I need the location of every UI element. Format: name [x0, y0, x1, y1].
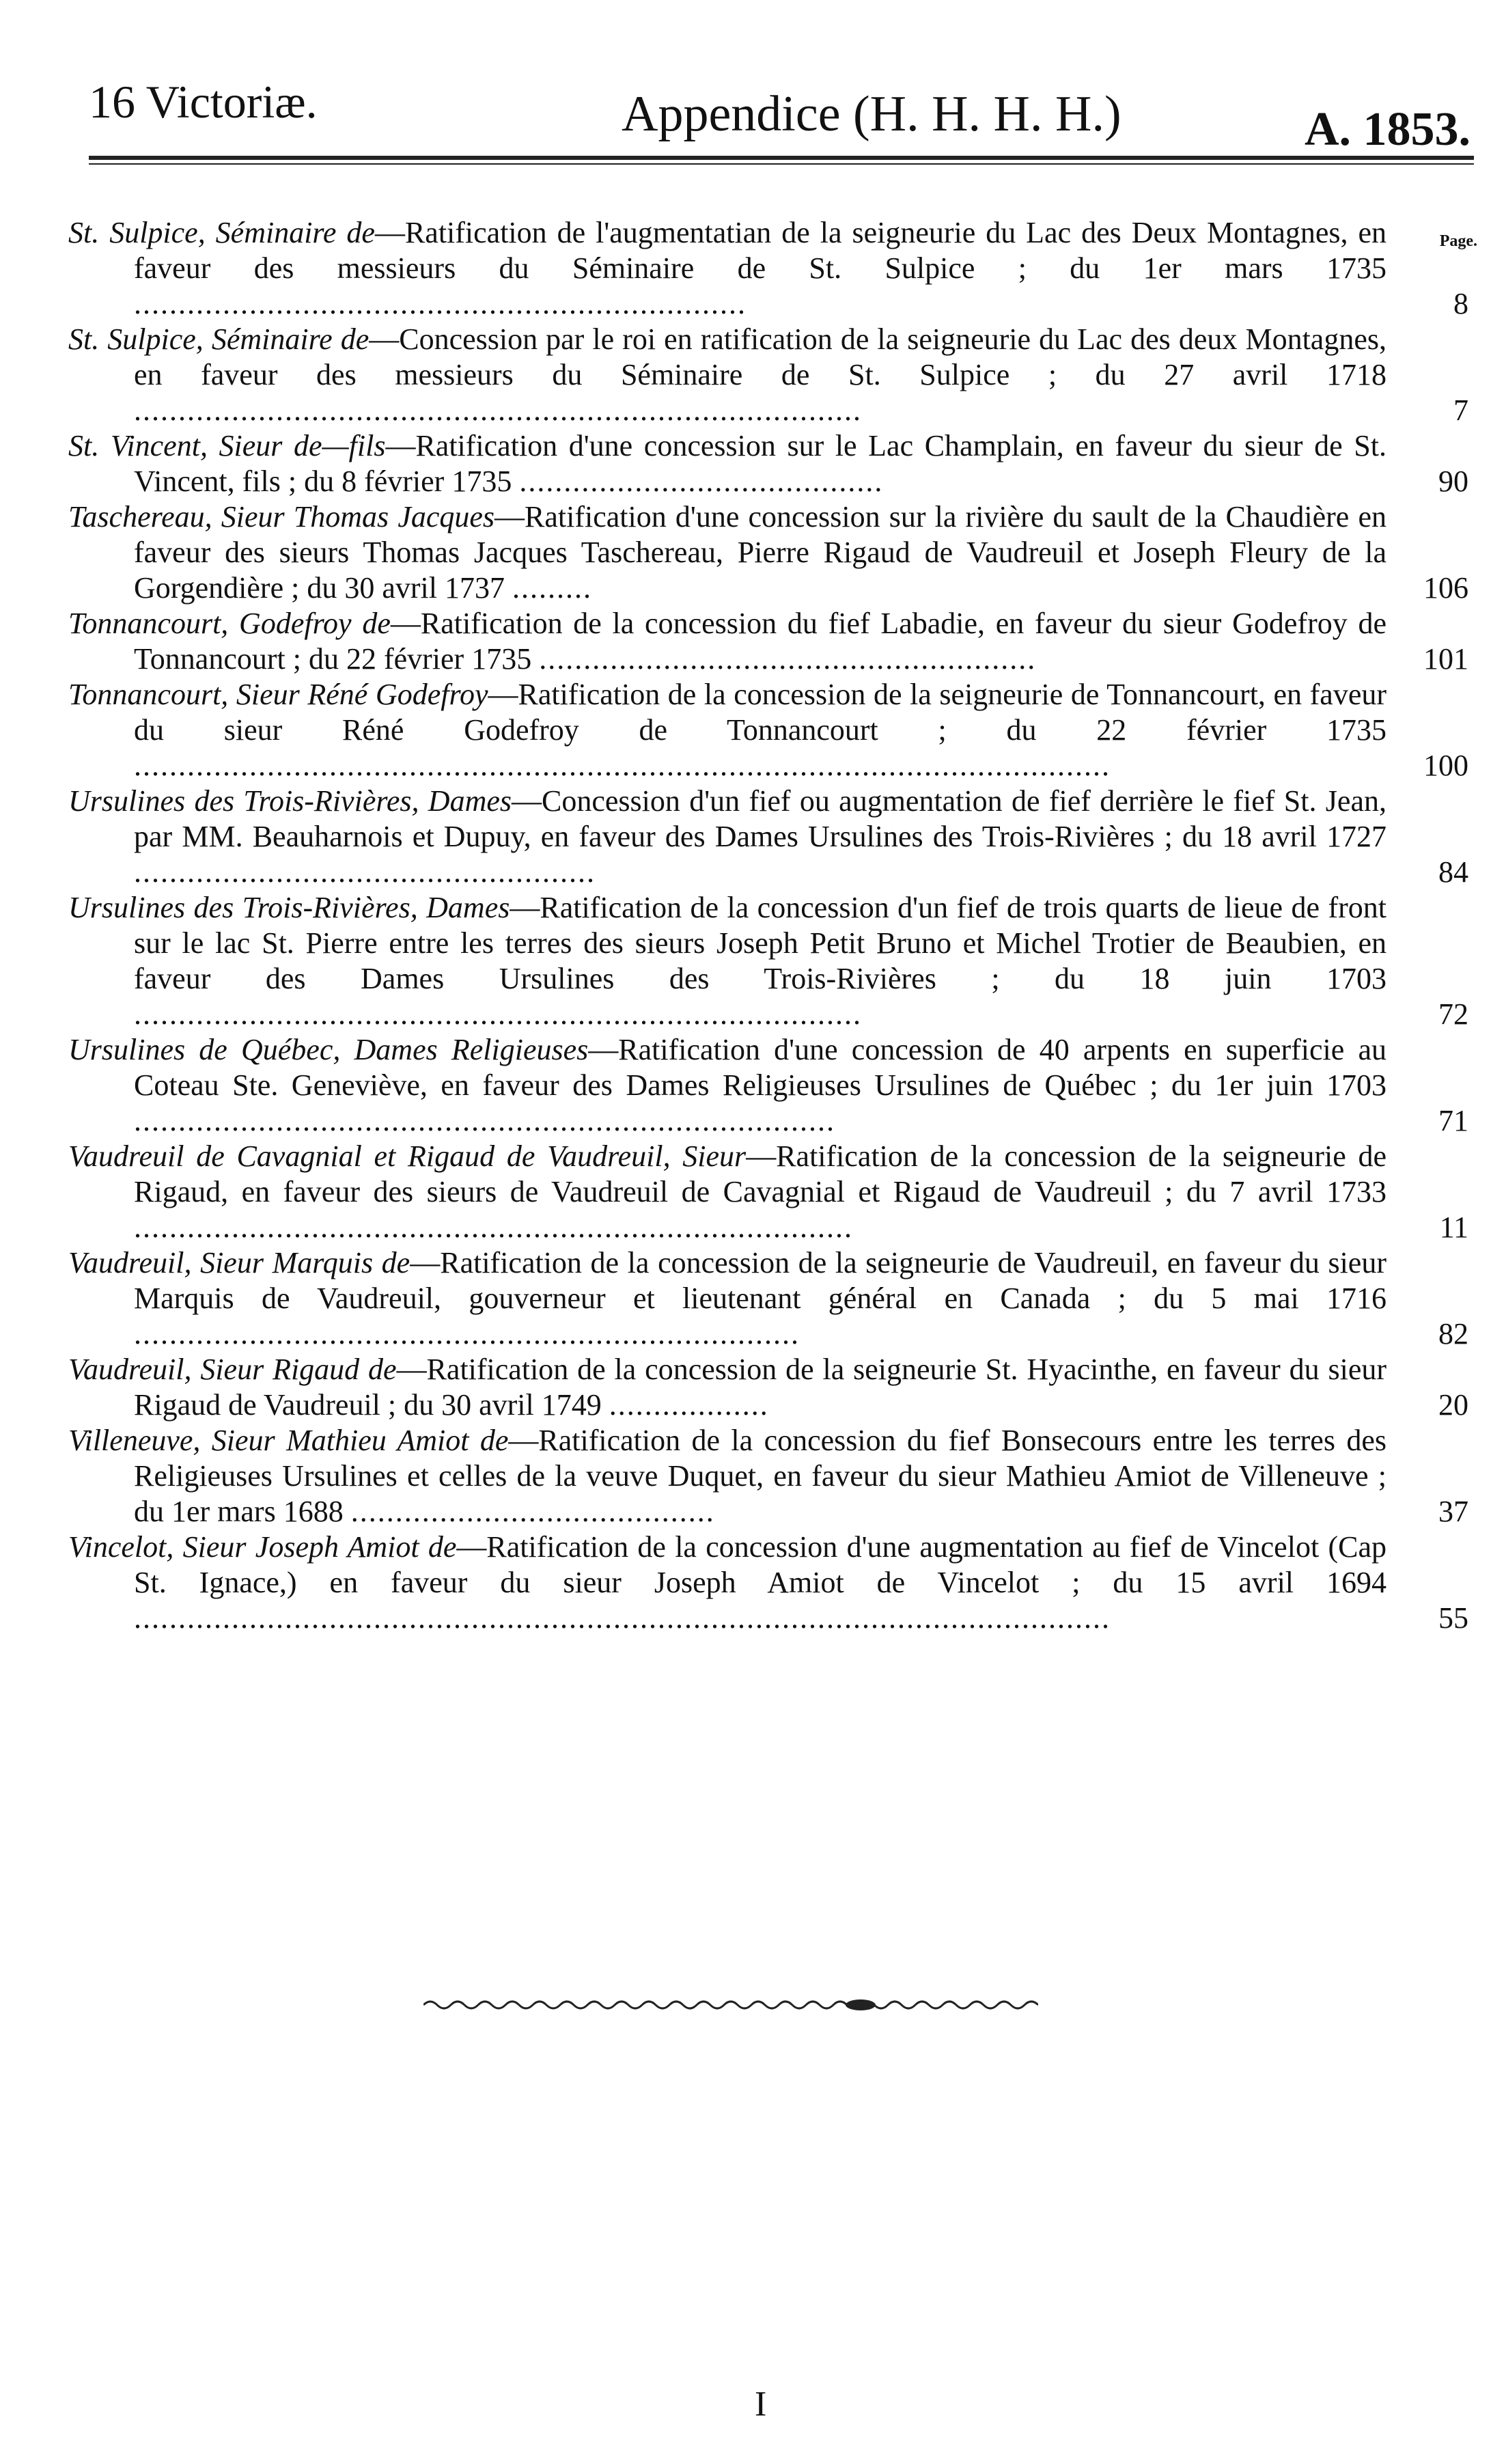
entry-page-number: 100: [1423, 749, 1468, 782]
index-entry: [68, 1139, 1475, 1245]
entry-page-number: 71: [1438, 1104, 1468, 1137]
dot-leader: ....................................................: [134, 855, 596, 889]
entry-page-number: 8: [1453, 287, 1468, 320]
entry-page-number: 11: [1439, 1210, 1468, 1244]
entry-page-number: 7: [1453, 393, 1468, 427]
dot-leader: .................................................................................: [134, 1210, 853, 1244]
entry-heading: St. Sulpice, Séminaire de: [68, 216, 375, 249]
index-entry: [68, 1352, 1475, 1423]
entry-text: —Concession d'un fief ou augmentation de fief derrière le fief St. Jean, par MM. Beauharnois et Dupuy, en faveur des Dames Ursulines des Trois-Rivières ; du 18 avril 1727: [134, 784, 1387, 853]
entry-text: —Ratification de la concession de la seigneurie de Vaudreuil, en faveur du sieur Marquis de Vaudreuil, gouverneur et lieutenant général en Canada ; du 5 mai 1716: [134, 1246, 1387, 1315]
index-entry: [68, 1423, 1475, 1529]
header-session: 16 Victoriæ.: [89, 76, 318, 128]
entry-page-number: 20: [1438, 1388, 1468, 1422]
dot-leader: .........: [512, 571, 592, 605]
entry-text: —Ratification de la concession de la seigneurie de Rigaud, en faveur des sieurs de Vaudreuil de Cavagnial et Rigaud de Vaudreuil ; du 7 avril 1733: [134, 1139, 1387, 1208]
entry-text: —Ratification de la concession d'un fief de trois quarts de lieue de front sur le lac St. Pierre entre les terres des sieurs Joseph Petit Bruno et Michel Trotier de Beaubien, en faveur des Dames Ursulines des Trois-Rivières ; du 18 juin 1703: [134, 891, 1387, 995]
page-column-label: Page.: [1439, 232, 1477, 250]
entry-page-number: 37: [1438, 1495, 1468, 1528]
entry-heading: St. Sulpice, Séminaire de: [68, 322, 370, 356]
dot-leader: ...............................................................................: [134, 1104, 835, 1137]
index-entry: [68, 890, 1475, 1032]
index-entry: [68, 1032, 1475, 1139]
header-year: A. 1853.: [1304, 103, 1471, 156]
running-header: [82, 48, 1471, 156]
entry-page-number: 90: [1438, 465, 1468, 498]
entry-heading: Ursulines des Trois-Rivières, Dames: [68, 891, 510, 924]
dot-leader: ..................................................................................: [134, 997, 862, 1031]
index-entry: [68, 428, 1475, 499]
index-entry: [68, 1529, 1475, 1636]
entry-page-number: 72: [1438, 997, 1468, 1031]
entry-heading: Tonnancourt, Godefroy de: [68, 607, 391, 640]
entry-text: —Ratification de la concession de la seigneurie St. Hyacinthe, en faveur du sieur Rigaud de Vaudreuil ; du 30 avril 1749: [134, 1353, 1387, 1422]
index-entry: [68, 322, 1475, 428]
dot-leader: ........................................................: [539, 642, 1037, 676]
entry-text: —Ratification de la concession d'une augmentation au fief de Vincelot (Cap St. Ignace,) en faveur du sieur Joseph Amiot de Vincelot ; du 15 avril 1694: [134, 1530, 1387, 1599]
ornamental-divider: [423, 1991, 1038, 2019]
dot-leader: ..............................................................................................................: [134, 749, 1111, 782]
entry-text: —Ratification de la concession du fief Labadie, en faveur du sieur Godefroy de Tonnancourt ; du 22 février 1735: [134, 607, 1387, 676]
index-entry: [68, 606, 1475, 677]
entry-text: —Concession par le roi en ratification de la seigneurie du Lac des deux Montagnes, en faveur des messieurs du Séminaire de St. Sulpice ; du 27 avril 1718: [134, 322, 1387, 391]
entry-heading: Taschereau, Sieur Thomas Jacques: [68, 500, 495, 534]
header-rule-thick: [89, 156, 1474, 160]
entry-heading: St. Vincent, Sieur de—fils: [68, 429, 386, 462]
header-appendix: Appendice (H. H. H. H.): [622, 86, 1121, 142]
entry-page-number: 106: [1423, 571, 1468, 605]
header-rule-thin: [89, 163, 1474, 165]
dot-leader: .........................................: [519, 465, 884, 498]
entry-page-number: 55: [1438, 1601, 1468, 1635]
index-entry: [68, 677, 1475, 784]
entry-text: —Ratification d'une concession sur la rivière du sault de la Chaudière en faveur des sieurs Thomas Jacques Taschereau, Pierre Rigaud de Vaudreuil et Joseph Fleury de la Gorgendière ; du 30 avril 1737: [134, 500, 1387, 605]
entry-heading: Ursulines des Trois-Rivières, Dames: [68, 784, 512, 818]
entry-heading: Vaudreuil, Sieur Marquis de: [68, 1246, 410, 1279]
entry-text: —Ratification de la concession du fief Bonsecours entre les terres des Religieuses Ursulines et celles de la veuve Duquet, en faveur du sieur Mathieu Amiot de Villeneuve ; du 1er mars 1688: [134, 1424, 1387, 1528]
dot-leader: ..............................................................................................................: [134, 1601, 1111, 1635]
index-entry: [68, 215, 1475, 322]
index-entry: [68, 1245, 1475, 1352]
entry-text: —Ratification de la concession de la seigneurie de Tonnancourt, en faveur du sieur Réné Godefroy de Tonnancourt ; du 22 février 1735: [134, 678, 1387, 747]
entry-heading: Ursulines de Québec, Dames Religieuses: [68, 1033, 589, 1066]
dot-leader: .........................................: [350, 1495, 715, 1528]
index-entry: [68, 499, 1475, 606]
index-entries: [68, 215, 1475, 1636]
entry-text: —Ratification d'une concession de 40 arpents en superficie au Coteau Ste. Geneviève, en faveur des Dames Religieuses Ursulines de Québec ; du 1er juin 1703: [134, 1033, 1387, 1102]
dot-leader: ..................................................................................: [134, 393, 862, 427]
dot-leader: ..................: [609, 1388, 769, 1422]
entry-page-number: 82: [1438, 1317, 1468, 1351]
dot-leader: .....................................................................: [134, 287, 747, 320]
entry-heading: Villeneuve, Sieur Mathieu Amiot de: [68, 1424, 509, 1457]
entry-page-number: 84: [1438, 855, 1468, 889]
entry-text: —Ratification de l'augmentatian de la seigneurie du Lac des Deux Montagnes, en faveur des messieurs du Séminaire de St. Sulpice ; du 1er mars 1735: [134, 216, 1387, 285]
dot-leader: ...........................................................................: [134, 1317, 800, 1351]
entry-heading: Vincelot, Sieur Joseph Amiot de: [68, 1530, 457, 1564]
index-entry: [68, 784, 1475, 890]
entry-heading: Tonnancourt, Sieur Réné Godefroy: [68, 678, 488, 711]
entry-heading: Vaudreuil de Cavagnial et Rigaud de Vaudreuil, Sieur: [68, 1139, 747, 1173]
entry-text: —Ratification d'une concession sur le Lac Champlain, en faveur du sieur de St. Vincent, fils ; du 8 février 1735: [134, 429, 1387, 498]
entry-page-number: 101: [1423, 642, 1468, 676]
folio-mark: I: [755, 2385, 767, 2424]
entry-heading: Vaudreuil, Sieur Rigaud de: [68, 1353, 397, 1386]
